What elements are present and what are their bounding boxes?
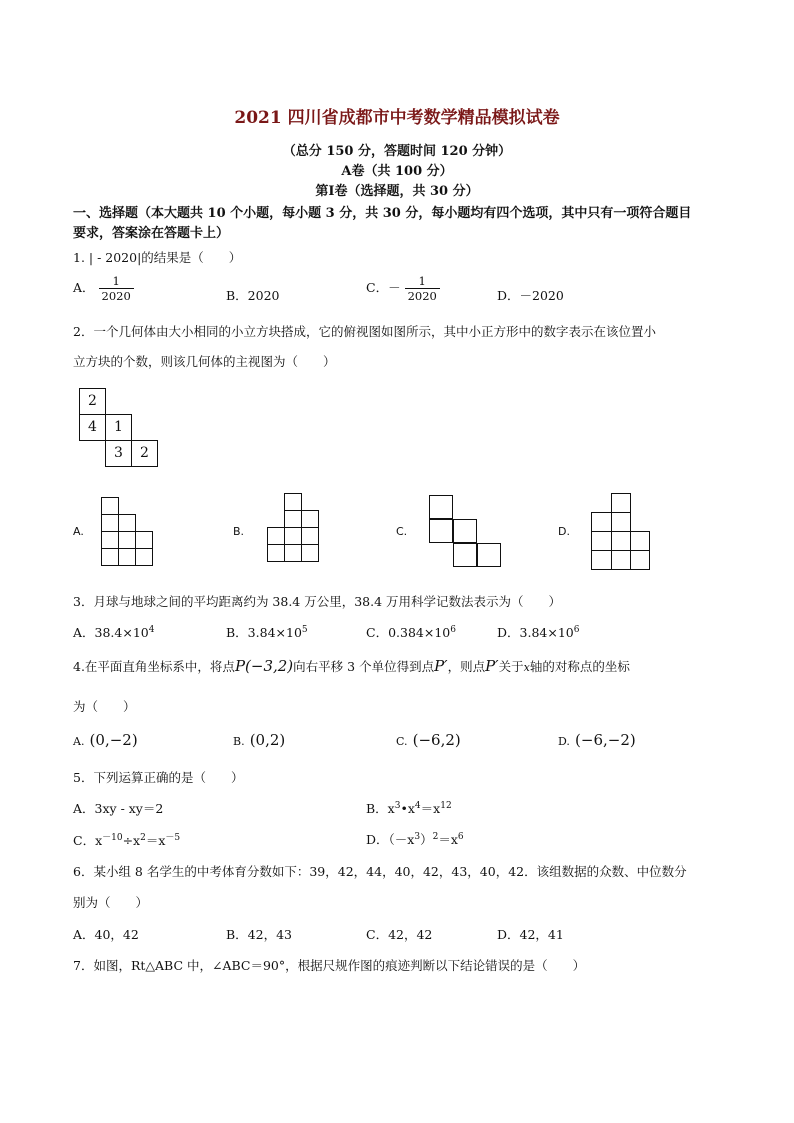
- q3-option-d: [497, 623, 579, 641]
- q5-option-d: [366, 830, 464, 848]
- view-cell: [453, 543, 477, 567]
- q4-point-p: P(−3,2): [234, 657, 294, 675]
- q4-b-label: B.: [233, 735, 245, 748]
- view-cell: [284, 544, 302, 562]
- q6-stem-line2: 别为（ ）: [73, 895, 149, 910]
- q4-b-value: (0,2): [249, 731, 286, 749]
- q6-option-c: C．42，42: [366, 927, 433, 942]
- q4-d-label: D.: [558, 735, 570, 748]
- q3-b-exponent: 5: [301, 624, 308, 635]
- section-heading-line2: 要求，答案涂在答题卡上）: [73, 226, 230, 241]
- view-cell: [284, 510, 302, 528]
- q6-stem-line1: 6．某小组 8 名学生的中考体育分数如下：39，42，44，40，42，43，40，42．该组数据的众数、中位数分: [73, 864, 687, 879]
- q5-b-exp2: 4: [414, 800, 421, 811]
- q7-stem: 7．如图，Rt△ABC 中，∠ABC＝90°，根据尺规作图的痕迹判断以下结论错误的是（ ）: [73, 958, 586, 973]
- q3-c-base: C．0.384×10: [366, 625, 451, 640]
- q4-option-b: [233, 730, 285, 749]
- q5-d-exp2: 2: [432, 831, 439, 842]
- q1-a-label: A．: [73, 280, 95, 295]
- q2-option-c-label: C.: [396, 525, 408, 538]
- grid-cell: 3: [105, 440, 132, 467]
- q2-stem-line2: 立方块的个数，则该几何体的主视图为（ ）: [73, 354, 336, 369]
- q5-option-c: [73, 830, 180, 849]
- view-cell: [301, 527, 319, 545]
- view-cell: [591, 512, 612, 532]
- q1-c-label: C．－: [366, 280, 401, 295]
- view-cell: [301, 510, 319, 528]
- view-cell: [284, 527, 302, 545]
- q4-c-label: C.: [396, 735, 408, 748]
- q5-b-eq: ＝x: [420, 801, 441, 816]
- q3-stem: 3．月球与地球之间的平均距离约为 38.4 万公里，38.4 万用科学记数法表示为（ ）: [73, 594, 562, 609]
- q4-stem-line2: 为（ ）: [73, 699, 136, 714]
- q3-option-c: [366, 623, 456, 641]
- view-cell: [611, 512, 631, 532]
- q3-d-exponent: 6: [573, 624, 580, 635]
- q4-text-2: 向右平移 3 个单位得到点: [293, 659, 435, 674]
- q5-c-eq: ＝x: [145, 833, 166, 849]
- q4-option-c: [396, 730, 461, 749]
- q3-d-base: D．3.84×10: [497, 625, 574, 640]
- grid-cell: 1: [105, 414, 132, 441]
- view-cell: [630, 550, 650, 570]
- view-cell: [101, 497, 119, 515]
- q5-d-exp3: 6: [457, 831, 464, 842]
- q4-option-a: [73, 730, 138, 749]
- view-cell: [101, 548, 119, 566]
- grid-cell: 2: [79, 388, 106, 415]
- exam-info: （总分 150 分，答题时间 120 分钟）: [282, 144, 512, 159]
- grid-cell: 4: [79, 414, 106, 441]
- section-heading-line1: 一、选择题（本大题共 10 个小题，每小题 3 分，共 30 分，每小题均有四个选项，其中只有一项符合题目: [73, 206, 692, 221]
- view-cell: [101, 514, 119, 532]
- q5-b-pre: B．x: [366, 801, 395, 816]
- q5-b-exp1: 3: [394, 800, 401, 811]
- q4-stem-line1: [73, 657, 630, 675]
- view-cell: [611, 493, 631, 513]
- view-cell: [611, 531, 631, 551]
- q1-c-denominator: 2020: [407, 289, 437, 303]
- q6-option-b: B．42，43: [226, 927, 292, 942]
- q1-c-numerator: 1: [405, 274, 440, 289]
- view-cell: [453, 519, 477, 543]
- q1-option-c: [366, 274, 440, 303]
- q1-a-denominator: 2020: [101, 289, 131, 303]
- view-cell: [101, 531, 119, 549]
- q3-option-a: [73, 623, 154, 641]
- q4-axis: x: [523, 661, 530, 674]
- q2-option-b-label: B.: [233, 525, 245, 538]
- q4-a-label: A.: [73, 735, 85, 748]
- view-cell: [591, 550, 612, 570]
- q1-a-fraction: [99, 274, 134, 303]
- q5-d-eq: ＝x: [438, 832, 458, 847]
- q4-option-d: [558, 730, 636, 749]
- q1-c-fraction: [405, 274, 440, 303]
- view-cell: [118, 531, 136, 549]
- view-cell: [267, 527, 285, 545]
- q4-a-value: (0,−2): [89, 731, 138, 749]
- q5-option-b: [366, 799, 452, 817]
- q2-option-a-label: A.: [73, 525, 84, 538]
- q1-stem: 1. | - 2020|的结果是（ ）: [73, 250, 242, 265]
- q1-a-numerator: 1: [99, 274, 134, 289]
- q4-text-4: 关于: [498, 659, 524, 674]
- volume-a-heading: A卷（共 100 分）: [341, 164, 453, 179]
- q5-option-a: A．3xy - xy＝2: [73, 801, 164, 816]
- q4-c-value: (−6,2): [412, 731, 461, 749]
- view-cell: [611, 550, 631, 570]
- q3-option-b: [226, 623, 308, 641]
- q4-text-5: 轴的对称点的坐标: [529, 659, 630, 674]
- q2-option-d-label: D.: [558, 525, 570, 538]
- view-cell: [135, 548, 153, 566]
- view-cell: [591, 531, 612, 551]
- q6-option-d: D．42，41: [497, 927, 564, 942]
- q1-option-b: B．2020: [226, 288, 280, 303]
- q5-b-mid: •x: [400, 801, 415, 816]
- q5-c-exp2: 2: [140, 833, 146, 843]
- part-one-heading: 第Ⅰ卷（选择题，共 30 分）: [315, 184, 479, 199]
- view-cell: [429, 519, 453, 543]
- q3-c-exponent: 6: [450, 624, 456, 635]
- grid-cell: 2: [131, 440, 158, 467]
- q5-stem: 5．下列运算正确的是（ ）: [73, 770, 244, 785]
- view-cell: [301, 544, 319, 562]
- view-cell: [477, 543, 501, 567]
- q6-option-a: A．40，42: [73, 927, 139, 942]
- q1-option-a: [73, 274, 134, 303]
- view-cell: [118, 548, 136, 566]
- q4-point-p-prime-2: P′: [485, 657, 499, 675]
- view-cell: [284, 493, 302, 511]
- view-cell: [118, 514, 136, 532]
- q3-a-exponent: 4: [148, 624, 155, 635]
- q5-d-pre: D．（－x: [366, 832, 415, 847]
- q5-c-mid: ÷x: [122, 833, 141, 849]
- view-cell: [429, 495, 453, 519]
- view-cell: [630, 531, 650, 551]
- view-cell: [267, 544, 285, 562]
- q5-c-exp3: －5: [165, 833, 181, 843]
- q1-option-d: D．－2020: [497, 288, 564, 303]
- q5-c-exp1: －10: [102, 833, 123, 843]
- q5-d-exp1: 3: [414, 831, 421, 842]
- q4-point-p-prime: P′: [434, 657, 448, 675]
- q3-b-base: B．3.84×10: [226, 625, 302, 640]
- q3-a-base: A．38.4×10: [73, 625, 149, 640]
- q4-d-value: (−6,−2): [575, 731, 636, 749]
- q2-stem-line1: 2．一个几何体由大小相同的小立方块搭成，它的俯视图如图所示，其中小正方形中的数字表示在该位置小: [73, 324, 656, 339]
- q4-text-3: ，则点: [447, 659, 486, 674]
- q5-b-exp3: 12: [440, 800, 452, 811]
- view-cell: [135, 531, 153, 549]
- q5-c-pre: C．x: [73, 833, 103, 849]
- q5-d-mid: ）: [420, 832, 433, 847]
- q4-text-1: 4.在平面直角坐标系中，将点: [73, 659, 235, 674]
- page-title: 2021 四川省成都市中考数学精品模拟试卷: [234, 108, 560, 128]
